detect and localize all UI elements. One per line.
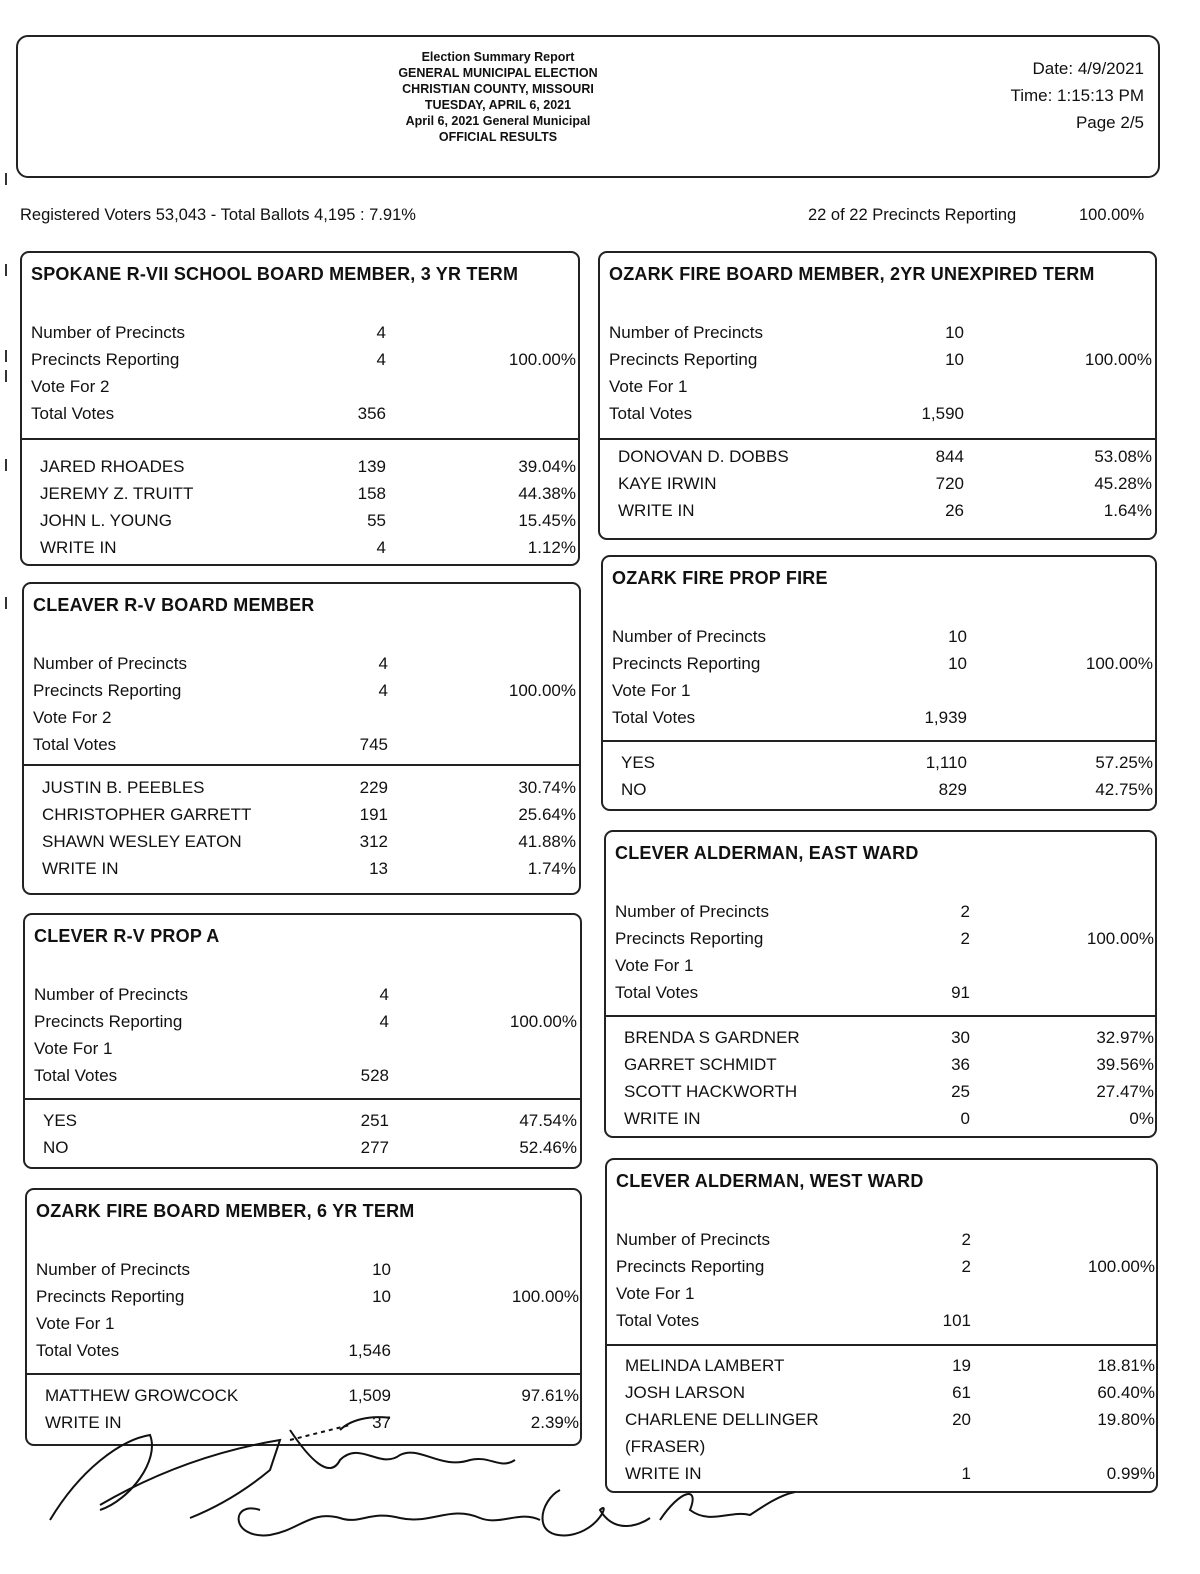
candidate-row: [24, 805, 579, 831]
row-label: Number of Precincts: [31, 323, 185, 342]
row-label: Total Votes: [616, 1311, 700, 1330]
row-count: 91: [951, 983, 970, 1002]
candidate-percent: 0%: [1129, 1109, 1154, 1128]
candidate-votes: 251: [360, 1111, 389, 1130]
vote-for-row: [25, 1039, 580, 1065]
candidate-percent: 30.74%: [518, 778, 576, 797]
report-date: Date: 4/9/2021: [1032, 59, 1144, 78]
candidate-row: [606, 1082, 1155, 1108]
vote-for-row: [600, 377, 1155, 403]
candidate-row: [24, 832, 579, 858]
row-percent: 100.00%: [508, 350, 576, 369]
row-percent: 100.00%: [509, 1012, 577, 1031]
candidate-percent: 39.04%: [518, 457, 576, 476]
row-count: 4: [379, 985, 389, 1004]
num-precincts-row: [603, 627, 1155, 653]
results-divider: [606, 1015, 1155, 1017]
precincts-reporting-row: [606, 929, 1155, 955]
row-label: Precincts Reporting: [31, 350, 180, 369]
candidate-name: KAYE IRWIN: [618, 474, 717, 493]
candidate-name: JARED RHOADES: [40, 457, 185, 476]
candidate-name: YES: [43, 1111, 78, 1130]
candidate-percent: 42.75%: [1095, 780, 1153, 799]
precincts-reporting-row: [27, 1287, 580, 1313]
signature-stroke: [239, 1508, 540, 1535]
race-title: OZARK FIRE PROP FIRE: [612, 568, 828, 588]
total-votes-row: [607, 1311, 1156, 1337]
signature-scribbles: [40, 1400, 800, 1560]
report-time: Time: 1:15:13 PM: [1010, 86, 1144, 105]
candidate-name: MATTHEW GROWCOCK: [45, 1386, 239, 1405]
candidate-percent: 15.45%: [518, 511, 576, 530]
total-votes-row: [600, 404, 1155, 430]
signature-stroke: [340, 1417, 390, 1430]
row-label: Vote For 1: [609, 377, 688, 396]
report-title-block: [318, 49, 678, 145]
row-count: 10: [372, 1260, 391, 1279]
candidate-row: [606, 1109, 1155, 1135]
candidate-name: WRITE IN: [42, 859, 119, 878]
candidate-name: SCOTT HACKWORTH: [624, 1082, 798, 1101]
candidate-name: GARRET SCHMIDT: [624, 1055, 777, 1074]
row-label: Number of Precincts: [34, 985, 188, 1004]
row-percent: 100.00%: [1087, 1257, 1155, 1276]
candidate-votes: 37: [372, 1413, 391, 1432]
row-count: 1,546: [348, 1341, 391, 1360]
row-count: 1,590: [921, 404, 964, 423]
candidate-percent: 57.25%: [1095, 753, 1153, 772]
candidate-votes: 13: [369, 859, 388, 878]
candidate-row: [22, 538, 578, 564]
candidate-votes: 158: [357, 484, 386, 503]
candidate-name: BRENDA S GARDNER: [624, 1028, 800, 1047]
row-label: Total Votes: [612, 708, 696, 727]
total-votes-row: [27, 1341, 580, 1367]
candidate-row: [22, 484, 578, 510]
candidate-votes: 26: [945, 501, 964, 520]
row-count: 4: [376, 350, 386, 369]
row-label: Precincts Reporting: [609, 350, 758, 369]
total-votes-row: [603, 708, 1155, 734]
num-precincts-row: [606, 902, 1155, 928]
candidate-percent: 97.61%: [521, 1386, 579, 1405]
report-meta: [1010, 55, 1144, 136]
race-title: CLEAVER R-V BOARD MEMBER: [33, 595, 315, 615]
row-count: 2: [960, 902, 970, 921]
row-label: Number of Precincts: [612, 627, 766, 646]
row-label: Precincts Reporting: [34, 1012, 183, 1031]
candidate-name: WRITE IN: [618, 501, 695, 520]
candidate-votes: 720: [935, 474, 964, 493]
row-count: 4: [376, 323, 386, 342]
candidate-votes: 1: [961, 1464, 971, 1483]
candidate-votes: 139: [357, 457, 386, 476]
row-count: 10: [945, 350, 964, 369]
row-label: Vote For 1: [616, 1284, 695, 1303]
margin-mark: [5, 264, 7, 276]
candidate-votes: 25: [951, 1082, 970, 1101]
row-label: Vote For 2: [31, 377, 110, 396]
margin-mark: [5, 350, 7, 362]
candidate-name: DONOVAN D. DOBBS: [618, 447, 789, 466]
row-count: 528: [360, 1066, 389, 1085]
race-box-alderman-east-ward: [604, 830, 1157, 1138]
candidate-votes: 36: [951, 1055, 970, 1074]
race-title: CLEVER ALDERMAN, EAST WARD: [615, 843, 919, 863]
row-percent: 100.00%: [1086, 929, 1154, 948]
race-title: OZARK FIRE BOARD MEMBER, 6 YR TERM: [36, 1201, 415, 1221]
row-count: 4: [379, 1012, 389, 1031]
signature-stroke: [100, 1440, 280, 1518]
candidate-row: [607, 1356, 1156, 1382]
total-votes-row: [606, 983, 1155, 1009]
row-label: Precincts Reporting: [616, 1257, 765, 1276]
row-label: Vote For 2: [33, 708, 112, 727]
candidate-votes: 20: [952, 1410, 971, 1429]
row-count: 10: [948, 627, 967, 646]
row-label: Total Votes: [33, 735, 117, 754]
candidate-percent: 32.97%: [1096, 1028, 1154, 1047]
precincts-reporting-pct: 100.00%: [1079, 206, 1145, 224]
candidate-percent: 1.74%: [527, 859, 576, 878]
candidate-votes: 829: [938, 780, 967, 799]
candidate-votes: 277: [360, 1138, 389, 1157]
candidate-percent: 2.39%: [530, 1413, 579, 1432]
candidate-votes: 312: [359, 832, 388, 851]
race-box-ozark-fire-prop: [601, 555, 1157, 811]
candidate-name: JOHN L. YOUNG: [40, 511, 172, 530]
signature-stroke: [660, 1492, 795, 1520]
candidate-votes: 191: [359, 805, 388, 824]
candidate-percent: 19.80%: [1097, 1410, 1155, 1429]
results-divider: [22, 438, 578, 440]
candidate-percent: 45.28%: [1094, 474, 1152, 493]
results-divider: [24, 764, 579, 766]
page-number: Page 2/5: [1075, 113, 1144, 132]
candidate-row: [25, 1111, 580, 1137]
candidate-name: CHARLENE DELLINGER: [625, 1410, 819, 1429]
row-count: 4: [378, 654, 388, 673]
total-votes-row: [22, 404, 578, 430]
candidate-name: JEREMY Z. TRUITT: [40, 484, 194, 503]
candidate-name: MELINDA LAMBERT: [625, 1356, 785, 1375]
race-title: CLEVER R-V PROP A: [34, 926, 220, 946]
row-percent: 100.00%: [1085, 654, 1153, 673]
candidate-name: SHAWN WESLEY EATON: [42, 832, 242, 851]
num-precincts-row: [607, 1230, 1156, 1256]
row-count: 745: [359, 735, 388, 754]
precincts-reporting-summary: 22 of 22 Precincts Reporting: [808, 206, 1017, 224]
candidate-votes: 1,110: [925, 753, 967, 772]
margin-mark: [5, 370, 7, 382]
margin-mark: [5, 597, 7, 609]
candidate-percent: 27.47%: [1096, 1082, 1154, 1101]
row-label: Number of Precincts: [36, 1260, 190, 1279]
candidate-row: [22, 511, 578, 537]
candidate-percent: 0.99%: [1106, 1464, 1155, 1483]
precincts-reporting-row: [603, 654, 1155, 680]
vote-for-row: [22, 377, 578, 403]
candidate-votes: 229: [359, 778, 388, 797]
candidate-row: [603, 780, 1155, 806]
row-count: 4: [378, 681, 388, 700]
vote-for-row: [24, 708, 579, 734]
county-name: CHRISTIAN COUNTY, MISSOURI: [402, 82, 594, 96]
race-box-clever-prop-a: [23, 913, 582, 1169]
row-percent: 100.00%: [508, 681, 576, 700]
precincts-reporting-row: [22, 350, 578, 376]
candidate-row: [24, 778, 579, 804]
row-count: 101: [942, 1311, 971, 1330]
candidate-name: NO: [621, 780, 647, 799]
num-precincts-row: [25, 985, 580, 1011]
vote-for-row: [27, 1314, 580, 1340]
signature-stroke: [290, 1425, 350, 1440]
row-count: 2: [960, 929, 970, 948]
results-status: OFFICIAL RESULTS: [438, 130, 558, 144]
row-count: 10: [372, 1287, 391, 1306]
candidate-row: [603, 753, 1155, 779]
race-box-ozark-fire-2yr: [598, 251, 1157, 540]
row-label: Total Votes: [615, 983, 699, 1002]
row-count: 10: [945, 323, 964, 342]
total-votes-row: [24, 735, 579, 761]
num-precincts-row: [27, 1260, 580, 1286]
candidate-name: WRITE IN: [624, 1109, 701, 1128]
signature-stroke: [50, 1435, 152, 1520]
row-label: Vote For 1: [36, 1314, 115, 1333]
candidate-name: (FRASER): [625, 1437, 706, 1456]
row-label: Precincts Reporting: [615, 929, 764, 948]
row-count: 2: [961, 1230, 971, 1249]
candidate-percent: 39.56%: [1096, 1055, 1154, 1074]
registered-voters-summary: Registered Voters 53,043 - Total Ballots 4,195 : 7.91%: [20, 206, 416, 224]
candidate-row: [606, 1055, 1155, 1081]
vote-for-row: [607, 1284, 1156, 1310]
race-box-cleaver-board-member: [22, 582, 581, 895]
signature-stroke: [290, 1430, 515, 1468]
precincts-reporting-row: [25, 1012, 580, 1038]
candidate-name: CHRISTOPHER GARRETT: [42, 805, 252, 824]
row-label: Total Votes: [31, 404, 115, 423]
candidate-votes: 0: [960, 1109, 970, 1128]
candidate-percent: 18.81%: [1097, 1356, 1155, 1375]
race-box-spokane-school-board: [20, 251, 580, 566]
candidate-percent: 47.54%: [519, 1111, 577, 1130]
row-label: Number of Precincts: [616, 1230, 770, 1249]
row-label: Total Votes: [34, 1066, 118, 1085]
precincts-reporting-row: [607, 1257, 1156, 1283]
results-divider: [25, 1098, 580, 1100]
election-name: GENERAL MUNICIPAL ELECTION: [398, 66, 598, 80]
row-label: Vote For 1: [612, 681, 691, 700]
candidate-row: [22, 457, 578, 483]
candidate-votes: 4: [376, 538, 386, 557]
candidate-name: JOSH LARSON: [625, 1383, 745, 1402]
candidate-votes: 844: [935, 447, 964, 466]
candidate-row: [600, 447, 1155, 473]
candidate-name: WRITE IN: [625, 1464, 702, 1483]
candidate-name: WRITE IN: [40, 538, 117, 557]
row-label: Precincts Reporting: [612, 654, 761, 673]
candidate-name: WRITE IN: [45, 1413, 122, 1432]
candidate-percent: 1.12%: [527, 538, 576, 557]
row-percent: 100.00%: [511, 1287, 579, 1306]
candidate-percent: 60.40%: [1097, 1383, 1155, 1402]
row-label: Precincts Reporting: [36, 1287, 185, 1306]
row-label: Total Votes: [36, 1341, 120, 1360]
candidate-name: NO: [43, 1138, 69, 1157]
candidate-votes: 61: [952, 1383, 971, 1402]
candidate-row: [24, 859, 579, 885]
race-title: CLEVER ALDERMAN, WEST WARD: [616, 1171, 924, 1191]
margin-mark: [5, 459, 7, 471]
vote-for-row: [606, 956, 1155, 982]
results-divider: [600, 438, 1155, 440]
race-title: SPOKANE R-VII SCHOOL BOARD MEMBER, 3 YR TERM: [31, 264, 519, 284]
candidate-percent: 53.08%: [1094, 447, 1152, 466]
candidate-votes: 30: [951, 1028, 970, 1047]
row-count: 1,939: [924, 708, 967, 727]
race-title: OZARK FIRE BOARD MEMBER, 2YR UNEXPIRED TERM: [609, 264, 1095, 284]
candidate-percent: 1.64%: [1103, 501, 1152, 520]
candidate-row: [600, 501, 1155, 527]
candidate-row: [600, 474, 1155, 500]
candidate-votes: 55: [367, 511, 386, 530]
row-label: Number of Precincts: [33, 654, 187, 673]
row-label: Vote For 1: [615, 956, 694, 975]
election-label: April 6, 2021 General Municipal: [405, 114, 591, 128]
report-title: Election Summary Report: [421, 50, 575, 64]
precincts-reporting-row: [600, 350, 1155, 376]
candidate-percent: 52.46%: [519, 1138, 577, 1157]
row-label: Vote For 1: [34, 1039, 113, 1058]
candidate-votes: 19: [952, 1356, 971, 1375]
row-label: Total Votes: [609, 404, 693, 423]
row-label: Precincts Reporting: [33, 681, 182, 700]
candidate-percent: 25.64%: [518, 805, 576, 824]
row-label: Number of Precincts: [609, 323, 763, 342]
vote-for-row: [603, 681, 1155, 707]
election-day: TUESDAY, APRIL 6, 2021: [424, 98, 572, 112]
candidate-votes: 1,509: [348, 1386, 391, 1405]
results-divider: [603, 740, 1155, 742]
num-precincts-row: [22, 323, 578, 349]
candidate-name: JUSTIN B. PEEBLES: [42, 778, 205, 797]
candidate-row: [606, 1028, 1155, 1054]
candidate-percent: 41.88%: [518, 832, 576, 851]
signature-stroke: [543, 1490, 651, 1535]
row-label: Number of Precincts: [615, 902, 769, 921]
candidate-name: YES: [621, 753, 656, 772]
num-precincts-row: [24, 654, 579, 680]
row-count: 10: [948, 654, 967, 673]
results-divider: [27, 1373, 580, 1375]
row-count: 356: [357, 404, 386, 423]
row-count: 2: [961, 1257, 971, 1276]
margin-mark: [5, 173, 7, 185]
precincts-reporting-row: [24, 681, 579, 707]
candidate-percent: 44.38%: [518, 484, 576, 503]
report-header: [16, 35, 1160, 178]
num-precincts-row: [600, 323, 1155, 349]
results-divider: [607, 1344, 1156, 1346]
row-percent: 100.00%: [1084, 350, 1152, 369]
candidate-row: [25, 1138, 580, 1164]
total-votes-row: [25, 1066, 580, 1092]
